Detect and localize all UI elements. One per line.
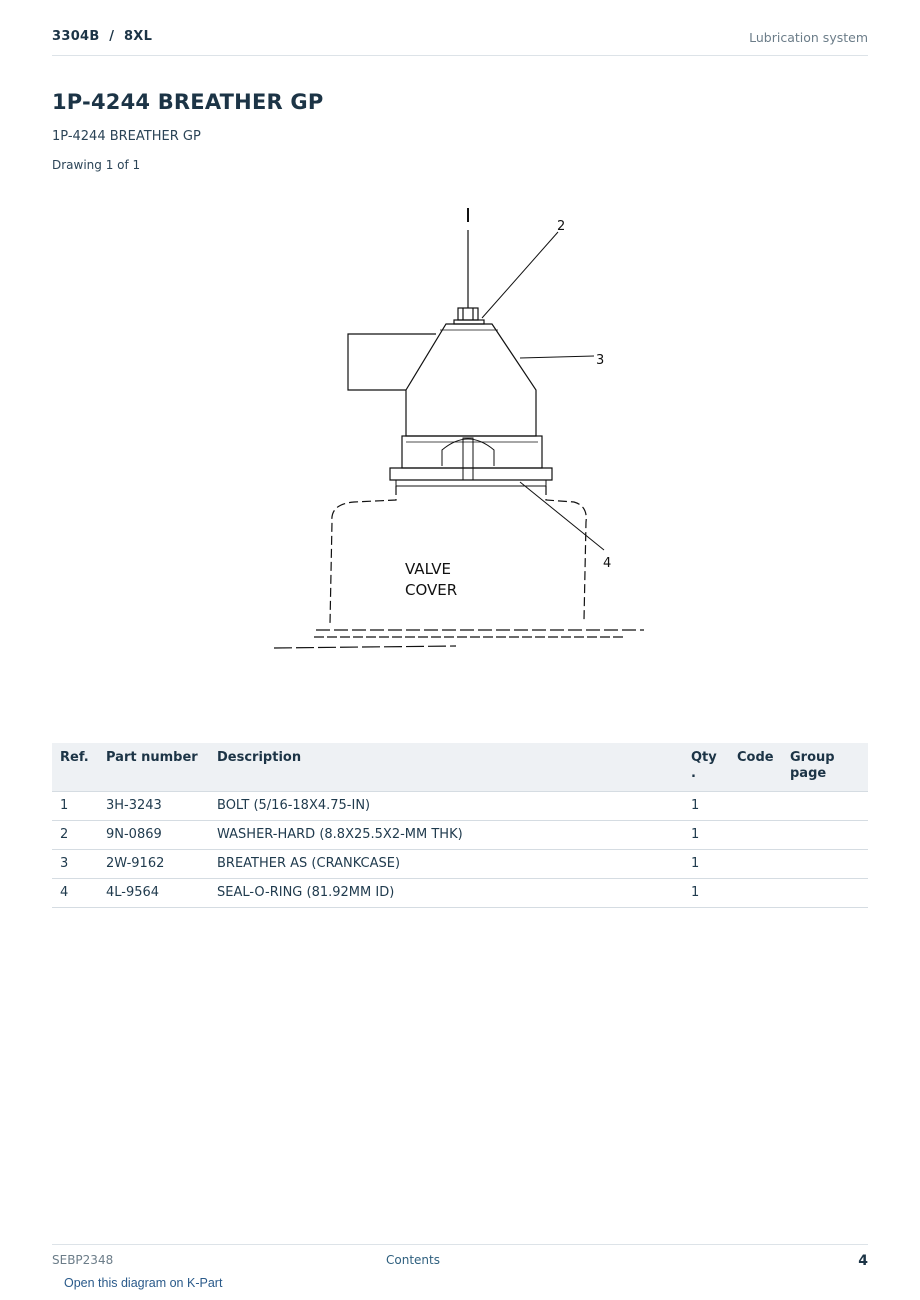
document-number: SEBP2348 <box>52 1253 114 1267</box>
valve-label: VALVE <box>405 560 452 578</box>
drawing-count: Drawing 1 of 1 <box>52 158 141 172</box>
header-ref: Ref. <box>52 743 98 792</box>
callout-2: 2 <box>557 219 566 234</box>
cell-part-number: 9N-0869 <box>98 821 209 850</box>
table-row <box>52 792 868 821</box>
parts-table <box>52 743 868 908</box>
washer <box>454 320 484 324</box>
table-row <box>52 850 868 879</box>
callout-4: 4 <box>603 556 612 571</box>
cell-code <box>729 879 782 908</box>
cell-description: SEAL-O-RING (81.92MM ID) <box>209 879 683 908</box>
cover-label: COVER <box>405 581 458 599</box>
cell-ref: 1 <box>52 792 98 821</box>
cell-qty: 1 <box>683 792 729 821</box>
callout-3: 3 <box>596 353 605 368</box>
header-part-number: Part number <box>98 743 209 792</box>
page-subtitle: 1P-4244 BREATHER GP <box>52 129 201 144</box>
leader-2 <box>482 232 558 318</box>
cell-qty: 1 <box>683 821 729 850</box>
section-label: Lubrication system <box>749 30 868 45</box>
cell-group-page <box>782 792 868 821</box>
cell-description: BOLT (5/16-18X4.75-IN) <box>209 792 683 821</box>
page-number: 4 <box>858 1253 868 1269</box>
cell-part-number: 4L-9564 <box>98 879 209 908</box>
bolt-head <box>458 308 478 320</box>
table-row <box>52 879 868 908</box>
header-description: Description <box>209 743 683 792</box>
cell-code <box>729 792 782 821</box>
cell-qty: 1 <box>683 879 729 908</box>
breather-drawing <box>260 200 660 700</box>
model-label: 3304B / 8XL <box>52 29 153 44</box>
breather-body <box>406 324 536 436</box>
cell-code <box>729 821 782 850</box>
cell-qty: 1 <box>683 850 729 879</box>
leader-3 <box>520 356 594 358</box>
kpart-link[interactable]: Open this diagram on K-Part <box>64 1276 223 1290</box>
table-row <box>52 821 868 850</box>
cell-part-number: 2W-9162 <box>98 850 209 879</box>
cell-code <box>729 850 782 879</box>
breather-base <box>402 436 542 468</box>
page-title: 1P-4244 BREATHER GP <box>52 90 324 114</box>
cell-part-number: 3H-3243 <box>98 792 209 821</box>
cell-ref: 3 <box>52 850 98 879</box>
page-header <box>52 29 868 56</box>
header-group-page: Group page <box>782 743 868 792</box>
valve-cover-outline <box>330 486 396 624</box>
header-qty: Qty . <box>683 743 729 792</box>
leader-4 <box>520 482 604 550</box>
breather-flange <box>390 468 552 480</box>
contents-link[interactable]: Contents <box>386 1253 440 1267</box>
cell-group-page <box>782 879 868 908</box>
cell-description: WASHER-HARD (8.8X25.5X2-MM THK) <box>209 821 683 850</box>
header-code: Code <box>729 743 782 792</box>
cell-ref: 2 <box>52 821 98 850</box>
page-footer <box>52 1244 868 1274</box>
cell-ref: 4 <box>52 879 98 908</box>
parts-diagram <box>260 200 660 700</box>
internal-cap <box>442 439 494 466</box>
cell-description: BREATHER AS (CRANKCASE) <box>209 850 683 879</box>
cell-group-page <box>782 850 868 879</box>
table-header-row <box>52 743 868 792</box>
cell-group-page <box>782 821 868 850</box>
